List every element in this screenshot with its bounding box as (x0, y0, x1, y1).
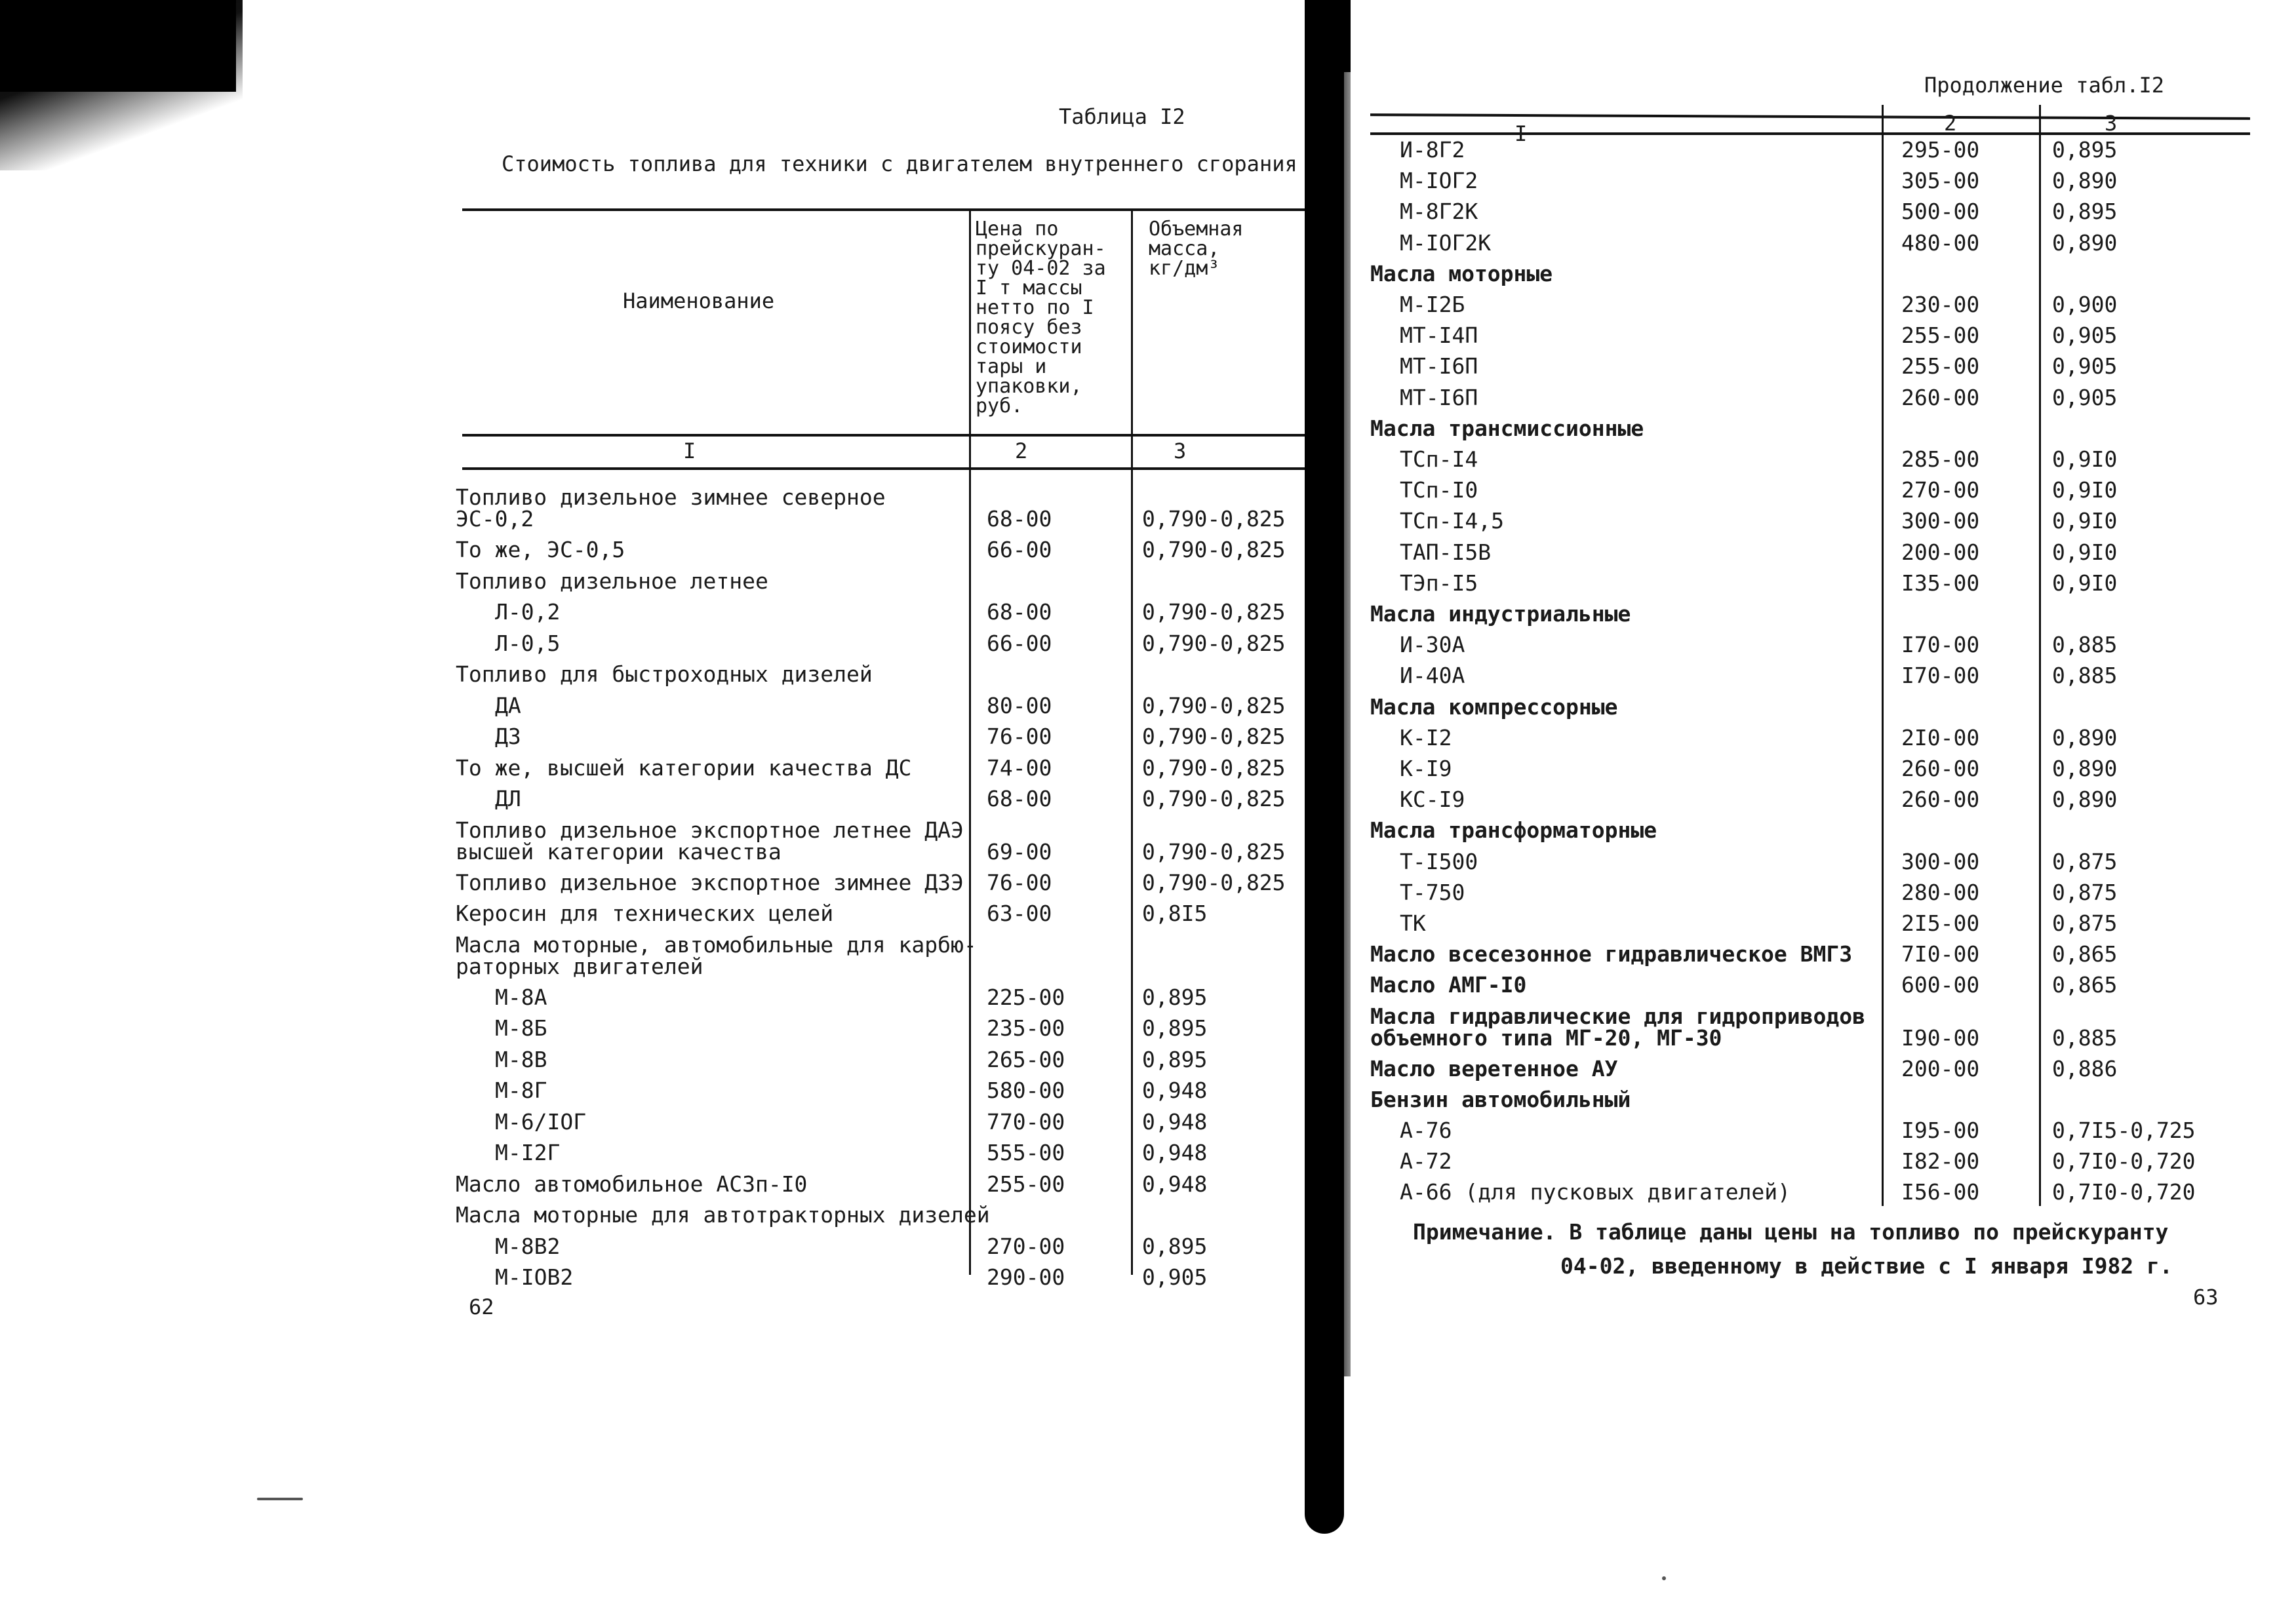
price-cell: 500-00 (1901, 199, 1980, 225)
header-price: Цена по прейскуран- ту 04-02 за I т массы нетто по I поясу без стоимости тары и упаковки, руб. (976, 218, 1106, 418)
mass-cell: 0,890 (2052, 756, 2118, 781)
item-name: М-IОГ2К (1400, 229, 1492, 256)
price-cell: 290-00 (987, 1264, 1065, 1290)
group-name: Масла индустриальные (1370, 601, 1631, 627)
price-cell: 260-00 (1901, 756, 1980, 781)
price-cell: 770-00 (987, 1108, 1065, 1135)
price-cell: 2I0-00 (1901, 724, 1980, 750)
price-cell: 260-00 (1901, 384, 1980, 410)
group-name: Масла гидравлические для гидроприводов объемного типа МГ-20, МГ-30 (1370, 1003, 1865, 1051)
group-name: Масла трансмиссионные (1370, 415, 1644, 441)
group-name: Топливо дизельное зимнее северное ЭС-0,2 (456, 484, 886, 532)
item-name: ДЗ (495, 724, 521, 749)
item-name: А-76 (1400, 1118, 1452, 1143)
price-cell: 68-00 (987, 786, 1052, 811)
group-name: Масла трансформаторные (1370, 817, 1657, 844)
price-cell: 255-00 (1901, 353, 1980, 379)
price-cell: 68-00 (987, 506, 1052, 532)
mass-cell: 0,7I5-0,725 (2052, 1118, 2196, 1143)
mass-cell: 0,790-0,825 (1142, 754, 1286, 781)
item-name: М-8Б (495, 1015, 547, 1041)
mass-cell: 0,790-0,825 (1142, 692, 1286, 718)
group-name: Масло всесезонное гидравлическое ВМГЗ (1370, 941, 1853, 967)
item-name: ДЛ (495, 786, 521, 811)
column-divider-1 (969, 210, 971, 1275)
group-name: Масла компрессорные (1370, 693, 1618, 720)
page-number-left: 62 (469, 1294, 494, 1319)
table-top-rule (462, 208, 1318, 211)
price-cell: 260-00 (1901, 787, 1980, 813)
page-number-right: 63 (2193, 1285, 2219, 1310)
price-cell: 255-00 (987, 1171, 1065, 1197)
mass-cell: 0,790-0,825 (1142, 869, 1286, 895)
mass-cell: 0,900 (2052, 292, 2118, 317)
item-name: Л-0,2 (495, 599, 561, 625)
price-cell: 63-00 (987, 901, 1052, 926)
mass-cell: 0,790-0,825 (1142, 724, 1286, 749)
group-name: Масло АМГ-I0 (1370, 972, 1527, 998)
item-name: ТСп-I4 (1400, 446, 1478, 472)
price-cell: 235-00 (987, 1015, 1065, 1041)
item-name: М-I2Б (1400, 292, 1465, 317)
note-line-2: 04-02, введенному в действие с I января I982 г. (1560, 1253, 2173, 1279)
header-bottom-rule (462, 434, 1318, 437)
price-cell: 230-00 (1901, 292, 1980, 317)
price-cell: I82-00 (1901, 1148, 1980, 1175)
group-name: Топливо дизельное экспортное летнее ДАЭ высшей категории качества (456, 817, 964, 865)
price-cell: I95-00 (1901, 1118, 1980, 1143)
header-mass: Объемная масса, кг/дм³ (1149, 218, 1244, 280)
mass-cell: 0,895 (1142, 1015, 1208, 1041)
colnum-bottom-rule (462, 467, 1318, 470)
mass-cell: 0,886 (2052, 1055, 2118, 1081)
price-cell: 76-00 (987, 724, 1052, 749)
item-name: И-40А (1400, 663, 1465, 689)
price-cell: 7I0-00 (1901, 941, 1980, 967)
item-name: МТ-I6П (1400, 353, 1478, 379)
mass-cell: 0,890 (2052, 229, 2118, 256)
price-cell: 480-00 (1901, 229, 1980, 256)
header-name: Наименование (623, 288, 775, 313)
price-cell: I70-00 (1901, 632, 1980, 658)
mass-cell: 0,9I0 (2052, 508, 2118, 534)
price-cell: 270-00 (987, 1233, 1065, 1259)
item-name: И-8Г2 (1400, 137, 1465, 163)
table-title: Стоимость топлива для техники с двигателем внутреннего сгорания (502, 151, 1297, 176)
right-table-top-rule (1370, 113, 2250, 120)
item-name: М-6/IОГ (495, 1108, 587, 1135)
right-colnum-1: I (1514, 121, 1528, 146)
mass-cell: 0,890 (2052, 168, 2118, 194)
item-name: ТЭп-I5 (1400, 570, 1478, 596)
price-cell: I56-00 (1901, 1179, 1980, 1205)
mass-cell: 0,875 (2052, 910, 2118, 936)
price-cell: 600-00 (1901, 972, 1980, 998)
mass-cell: 0,885 (2052, 663, 2118, 689)
price-cell: 69-00 (987, 838, 1052, 865)
price-cell: 300-00 (1901, 508, 1980, 534)
mass-cell: 0,948 (1142, 1140, 1208, 1165)
price-cell: 68-00 (987, 599, 1052, 625)
item-name: И-30А (1400, 632, 1465, 658)
price-cell: 200-00 (1901, 1055, 1980, 1081)
price-cell: 76-00 (987, 869, 1052, 895)
item-name: Т-I500 (1400, 848, 1478, 874)
mass-cell: 0,8I5 (1142, 901, 1208, 926)
right-colnum-3: 3 (2105, 111, 2118, 136)
mass-cell: 0,9I0 (2052, 570, 2118, 596)
price-cell: 555-00 (987, 1140, 1065, 1165)
group-name: Топливо для быстроходных дизелей (456, 661, 873, 687)
colnum-1: I (683, 438, 696, 463)
mass-cell: 0,790-0,825 (1142, 786, 1286, 811)
note-line-1: Примечание. В таблице даны цены на топливо по прейскуранту (1413, 1219, 2169, 1245)
book-spine (1305, 0, 1344, 1534)
mass-cell: 0,9I0 (2052, 477, 2118, 503)
mass-cell: 0,905 (2052, 353, 2118, 379)
mass-cell: 0,895 (2052, 137, 2118, 163)
price-cell: 300-00 (1901, 848, 1980, 874)
group-name: Масла моторные, автомобильные для карбю- раторных двигателей (456, 931, 977, 979)
item-name: ТАП-I5В (1400, 539, 1492, 565)
item-name: МТ-I6П (1400, 384, 1478, 410)
price-cell: 66-00 (987, 630, 1052, 656)
mass-cell: 0,790-0,825 (1142, 599, 1286, 625)
mass-cell: 0,895 (2052, 199, 2118, 225)
left-page (243, 0, 1318, 1615)
right-column-divider-1 (1882, 105, 1884, 1206)
mass-cell: 0,895 (1142, 984, 1208, 1010)
group-name: Топливо дизельное летнее (456, 568, 768, 594)
group-name: То же, высшей категории качества ДС (456, 754, 912, 781)
group-name: Масла моторные (1370, 260, 1553, 286)
item-name: М-8В (495, 1046, 547, 1072)
colnum-2: 2 (1015, 438, 1028, 463)
group-name: Масло веретенное АУ (1370, 1055, 1618, 1081)
price-cell: I90-00 (1901, 1024, 1980, 1051)
item-name: М-8В2 (495, 1233, 561, 1259)
mass-cell: 0,7I0-0,720 (2052, 1179, 2196, 1205)
price-cell: I35-00 (1901, 570, 1980, 596)
mass-cell: 0,885 (2052, 632, 2118, 658)
mass-cell: 0,948 (1142, 1108, 1208, 1135)
item-name: КС-I9 (1400, 787, 1465, 813)
price-cell: 2I5-00 (1901, 910, 1980, 936)
item-name: ТСп-I0 (1400, 477, 1478, 503)
group-name: Бензин автомобильный (1370, 1086, 1631, 1112)
item-name: М-I2Г (495, 1140, 561, 1165)
price-cell: 225-00 (987, 984, 1065, 1010)
mass-cell: 0,790-0,825 (1142, 630, 1286, 656)
item-name: ТК (1400, 910, 1426, 936)
item-name: А-72 (1400, 1148, 1452, 1175)
right-colnum-rule (1370, 132, 2250, 135)
price-cell: I70-00 (1901, 663, 1980, 689)
mass-cell: 0,875 (2052, 879, 2118, 905)
item-name: А-66 (для пусковых двигателей) (1400, 1179, 1791, 1205)
price-cell: 200-00 (1901, 539, 1980, 565)
scan-mark (257, 1498, 303, 1500)
item-name: М-IОГ2 (1400, 168, 1478, 194)
item-name: М-8А (495, 984, 547, 1010)
price-cell: 74-00 (987, 754, 1052, 781)
item-name: М-8Г (495, 1078, 547, 1103)
right-colnum-2: 2 (1944, 111, 1957, 136)
price-cell: 305-00 (1901, 168, 1980, 194)
item-name: ДА (495, 692, 521, 718)
mass-cell: 0,9I0 (2052, 539, 2118, 565)
item-name: М-IОВ2 (495, 1264, 574, 1290)
group-name: То же, ЭС-0,5 (456, 537, 625, 562)
group-name: Топливо дизельное экспортное зимнее ДЗЭ (456, 869, 964, 895)
mass-cell: 0,890 (2052, 724, 2118, 750)
item-name: К-I2 (1400, 724, 1452, 750)
group-name: Масло автомобильное АСЗп-I0 (456, 1171, 808, 1197)
price-cell: 66-00 (987, 537, 1052, 562)
mass-cell: 0,865 (2052, 972, 2118, 998)
mass-cell: 0,790-0,825 (1142, 506, 1286, 532)
price-cell: 280-00 (1901, 879, 1980, 905)
item-name: ТСп-I4,5 (1400, 508, 1504, 534)
scan-speck (1662, 1576, 1666, 1580)
colnum-3: 3 (1174, 438, 1187, 463)
mass-cell: 0,948 (1142, 1078, 1208, 1103)
mass-cell: 0,7I0-0,720 (2052, 1148, 2196, 1175)
price-cell: 285-00 (1901, 446, 1980, 472)
item-name: МТ-I4П (1400, 322, 1478, 349)
right-page (1351, 0, 2296, 1615)
price-cell: 265-00 (987, 1046, 1065, 1072)
item-name: Т-750 (1400, 879, 1465, 905)
mass-cell: 0,895 (1142, 1233, 1208, 1259)
item-name: К-I9 (1400, 756, 1452, 781)
scan-shadow-corner (0, 0, 236, 92)
continuation-label: Продолжение табл.I2 (1924, 73, 2165, 98)
item-name: Л-0,5 (495, 630, 561, 656)
price-cell: 255-00 (1901, 322, 1980, 349)
mass-cell: 0,905 (2052, 384, 2118, 410)
price-cell: 80-00 (987, 692, 1052, 718)
group-name: Масла моторные для автотракторных дизелей (456, 1202, 990, 1228)
column-divider-2 (1131, 210, 1133, 1275)
table-label: Таблица I2 (1059, 104, 1185, 129)
item-name: М-8Г2К (1400, 199, 1478, 225)
mass-cell: 0,890 (2052, 787, 2118, 813)
price-cell: 270-00 (1901, 477, 1980, 503)
mass-cell: 0,885 (2052, 1024, 2118, 1051)
mass-cell: 0,865 (2052, 941, 2118, 967)
mass-cell: 0,905 (1142, 1264, 1208, 1290)
mass-cell: 0,895 (1142, 1046, 1208, 1072)
group-name: Керосин для технических целей (456, 901, 834, 926)
mass-cell: 0,790-0,825 (1142, 838, 1286, 865)
mass-cell: 0,905 (2052, 322, 2118, 349)
right-column-divider-2 (2039, 105, 2041, 1206)
price-cell: 295-00 (1901, 137, 1980, 163)
mass-cell: 0,948 (1142, 1171, 1208, 1197)
mass-cell: 0,875 (2052, 848, 2118, 874)
price-cell: 580-00 (987, 1078, 1065, 1103)
mass-cell: 0,790-0,825 (1142, 537, 1286, 562)
mass-cell: 0,9I0 (2052, 446, 2118, 472)
